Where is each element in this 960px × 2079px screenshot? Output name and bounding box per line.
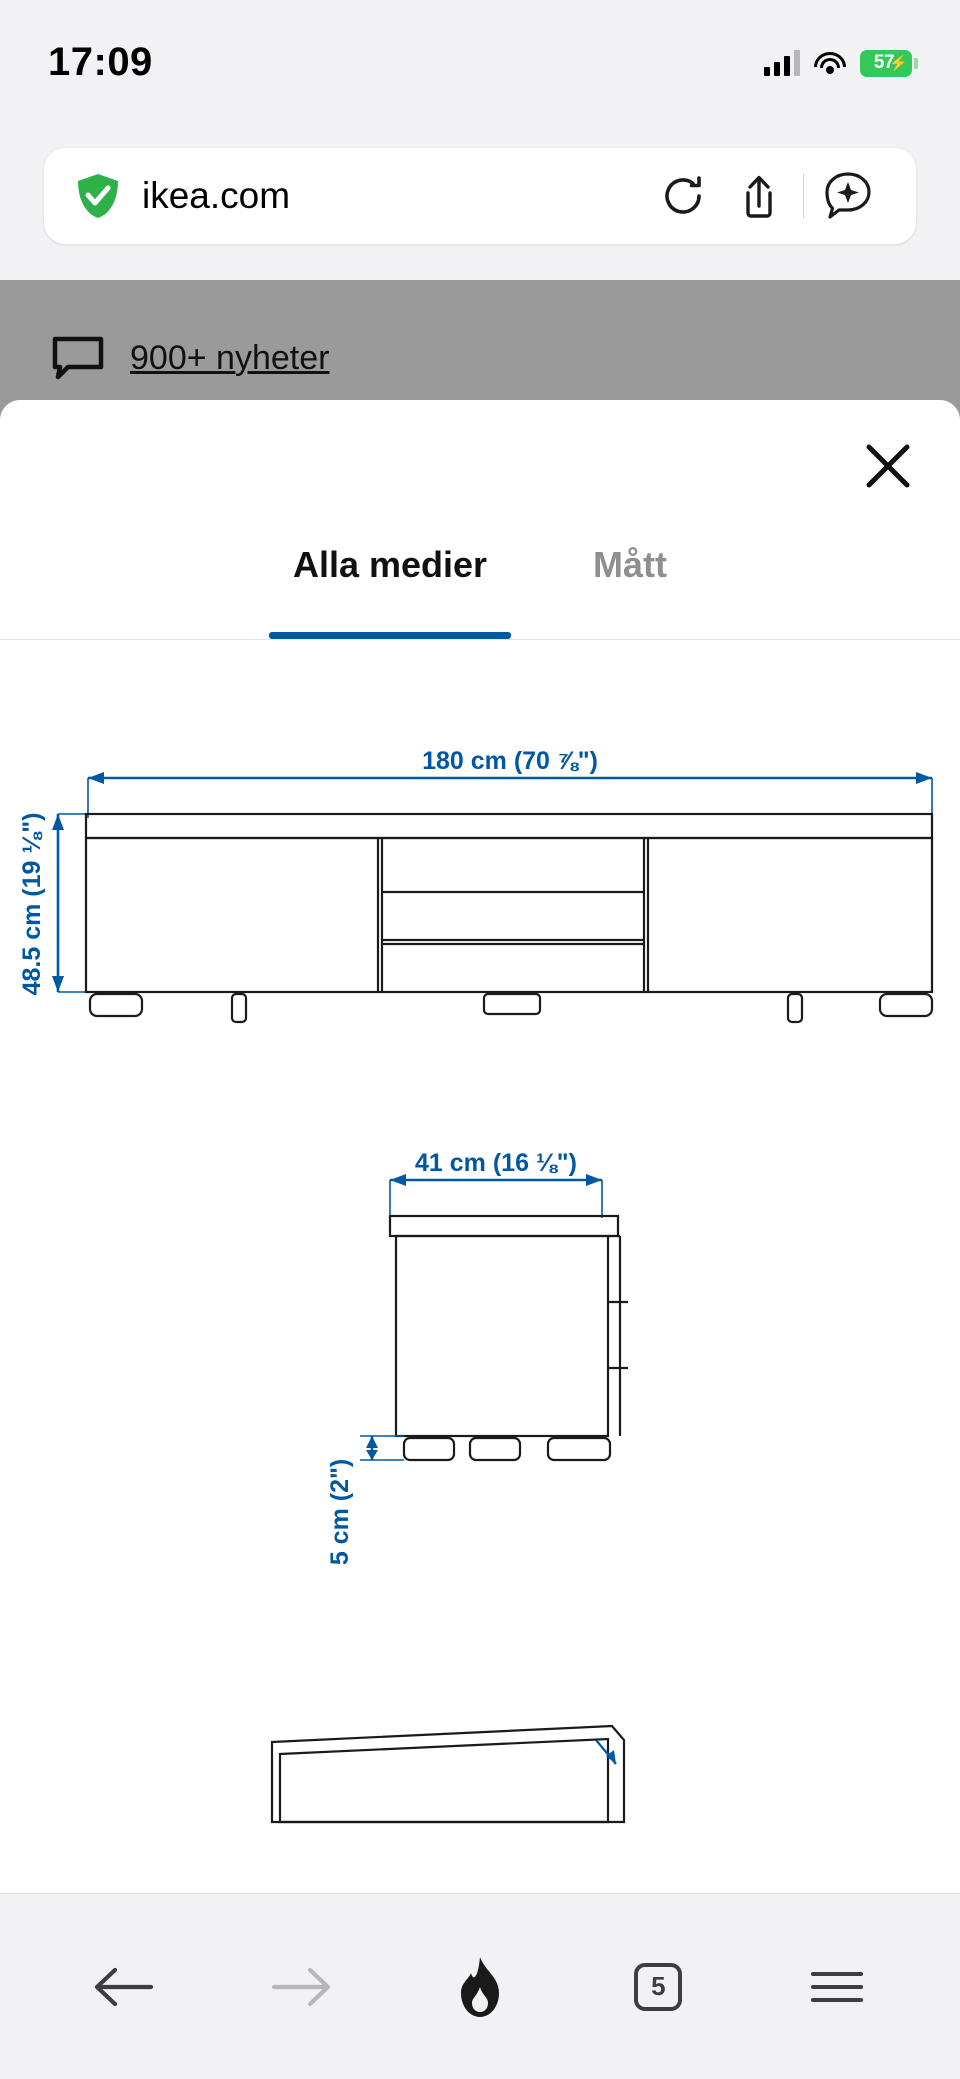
lightning-bolt-icon: ⚡ <box>889 55 908 72</box>
side-view-outline <box>390 1216 628 1460</box>
battery-level: 57 <box>873 52 895 73</box>
speech-bubble-icon <box>52 336 104 380</box>
divider <box>803 174 804 218</box>
reload-icon[interactable] <box>645 158 721 234</box>
share-icon[interactable] <box>721 158 797 234</box>
tab-count-label: 5 <box>634 1963 682 2011</box>
status-bar <box>0 0 960 110</box>
promo-link-label[interactable]: 900+ nyheter <box>130 338 330 377</box>
flame-icon[interactable] <box>430 1937 530 2037</box>
leg-height-label: 5 cm (2") <box>326 1458 354 1566</box>
arrow-left-icon[interactable] <box>73 1937 173 2037</box>
front-view-outline <box>86 814 932 1022</box>
depth-dimension-line <box>390 1174 602 1218</box>
height-dimension-line <box>52 814 96 992</box>
wifi-icon <box>814 50 846 76</box>
url-bar-actions <box>645 158 886 234</box>
tab-label: Alla medier <box>292 544 488 585</box>
cellular-signal-icon <box>764 50 800 76</box>
front-height-label: 48.5 cm (19 ⅛") <box>18 812 46 996</box>
arrow-right-icon[interactable] <box>252 1937 352 2037</box>
battery-indicator <box>860 50 912 77</box>
url-text[interactable]: ikea.com <box>142 175 291 216</box>
front-width-label: 180 cm (70 ⅞") <box>422 747 598 775</box>
status-indicators <box>764 50 912 77</box>
media-modal-sheet <box>0 400 960 1893</box>
tab-matt[interactable] <box>585 540 675 639</box>
next-drawing-partial <box>272 1726 624 1822</box>
side-depth-label: 41 cm (16 ⅛") <box>415 1149 577 1177</box>
hamburger-lines <box>811 1963 863 2011</box>
media-drawing-area[interactable] <box>0 642 960 1893</box>
status-clock: 17:09 <box>48 39 153 84</box>
tab-label: Mått <box>593 544 668 585</box>
shield-check-icon <box>74 172 122 220</box>
product-dimension-drawing <box>0 642 960 1893</box>
media-tabs <box>0 540 960 640</box>
ai-assistant-icon[interactable] <box>810 158 886 234</box>
width-dimension-line <box>88 772 932 818</box>
browser-url-bar[interactable] <box>44 148 916 244</box>
tab-alla-medier[interactable] <box>285 540 495 639</box>
hamburger-menu-icon[interactable] <box>787 1937 887 2037</box>
browser-bottom-toolbar <box>0 1893 960 2079</box>
promo-banner[interactable] <box>52 336 329 380</box>
close-icon[interactable] <box>856 434 920 498</box>
tab-count-button[interactable] <box>608 1937 708 2037</box>
leg-height-dimension-line <box>360 1436 404 1460</box>
